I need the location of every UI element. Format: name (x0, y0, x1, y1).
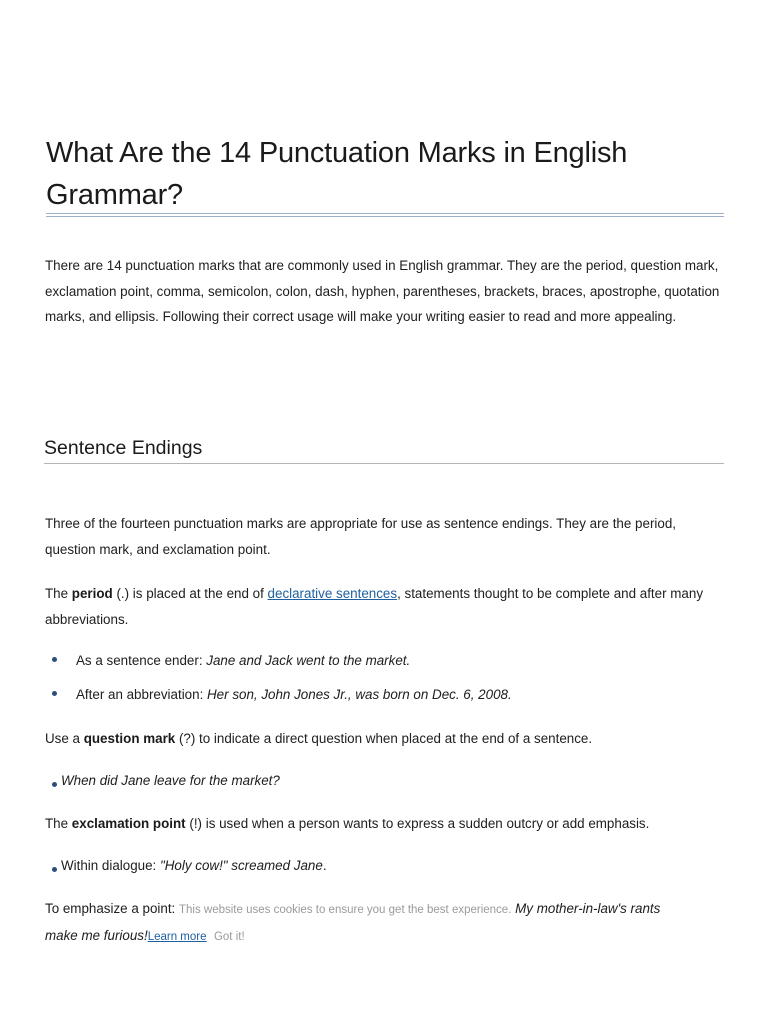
list-item (76, 651, 410, 671)
bullet-label: As a sentence ender: (76, 653, 207, 668)
emphasize-line-2 (45, 926, 245, 947)
bullet-label: Within dialogue: (61, 858, 160, 873)
period-term: period (71, 586, 113, 601)
question-post: (?) to indicate a direct question when placed at the end of a sentence. (175, 731, 593, 746)
list-item (76, 685, 512, 705)
bullet-dot-icon (52, 867, 57, 872)
bullet-example: When did Jane leave for the market? (61, 773, 280, 788)
period-paragraph (45, 581, 730, 632)
emphasize-example-b: make me furious! (45, 928, 148, 943)
section-intro-paragraph: Three of the fourteen punctuation marks are appropriate for use as sentence endings. They are the period, question mark, and exclamation point. (45, 516, 676, 557)
emphasize-label: To emphasize a point: (45, 901, 179, 916)
bullet-dot-icon (52, 691, 57, 696)
page-title: What Are the 14 Punctuation Marks in English Grammar? (46, 137, 628, 211)
period-post1: (.) is placed at the end of (112, 586, 268, 601)
declarative-sentences-link[interactable]: declarative sentences (267, 586, 398, 601)
intro-paragraph: There are 14 punctuation marks that are commonly used in English grammar. They are the period, question mark, exclamation point, comma, semicolon, colon, dash, hyphen, parentheses, brackets, braces, apostrophe, quotation marks, and ellipsis. Following their correct usage will make your writing easier to read and more appealing. (45, 258, 720, 324)
section-divider (44, 463, 724, 464)
bullet-example: Jane and Jack went to the market. (206, 653, 411, 668)
exclamation-post: (!) is used when a person wants to express a sudden outcry or add emphasis. (185, 816, 650, 831)
section-heading: Sentence Endings (44, 437, 203, 459)
bullet-dot-icon (52, 782, 57, 787)
question-term: question mark (83, 731, 176, 746)
bullet-label: After an abbreviation: (76, 687, 208, 702)
bullet-suffix: . (322, 858, 327, 873)
emphasize-example-a: My mother-in-law's rants (515, 901, 661, 916)
period-pre: The (45, 586, 72, 601)
list-item (61, 771, 280, 791)
question-pre: Use a (45, 731, 84, 746)
question-paragraph (45, 726, 730, 752)
bullet-dot-icon (52, 657, 57, 662)
cookie-learn-more-link[interactable]: Learn more (147, 931, 207, 943)
bullet-example: Her son, John Jones Jr., was born on Dec. 6, 2008. (207, 687, 512, 702)
exclamation-paragraph (45, 811, 730, 837)
title-divider (46, 213, 724, 217)
exclamation-pre: The (45, 816, 72, 831)
bullet-example: "Holy cow!" screamed Jane (160, 858, 323, 873)
list-item (61, 856, 327, 876)
period-post2: , statements thought to be complete and after many abbreviations. (45, 586, 704, 627)
exclamation-term: exclamation point (71, 816, 186, 831)
cookie-message: This website uses cookies to ensure you get the best experience. (178, 904, 512, 916)
emphasize-line (45, 899, 660, 920)
cookie-got-it-button[interactable]: Got it! (213, 931, 245, 943)
